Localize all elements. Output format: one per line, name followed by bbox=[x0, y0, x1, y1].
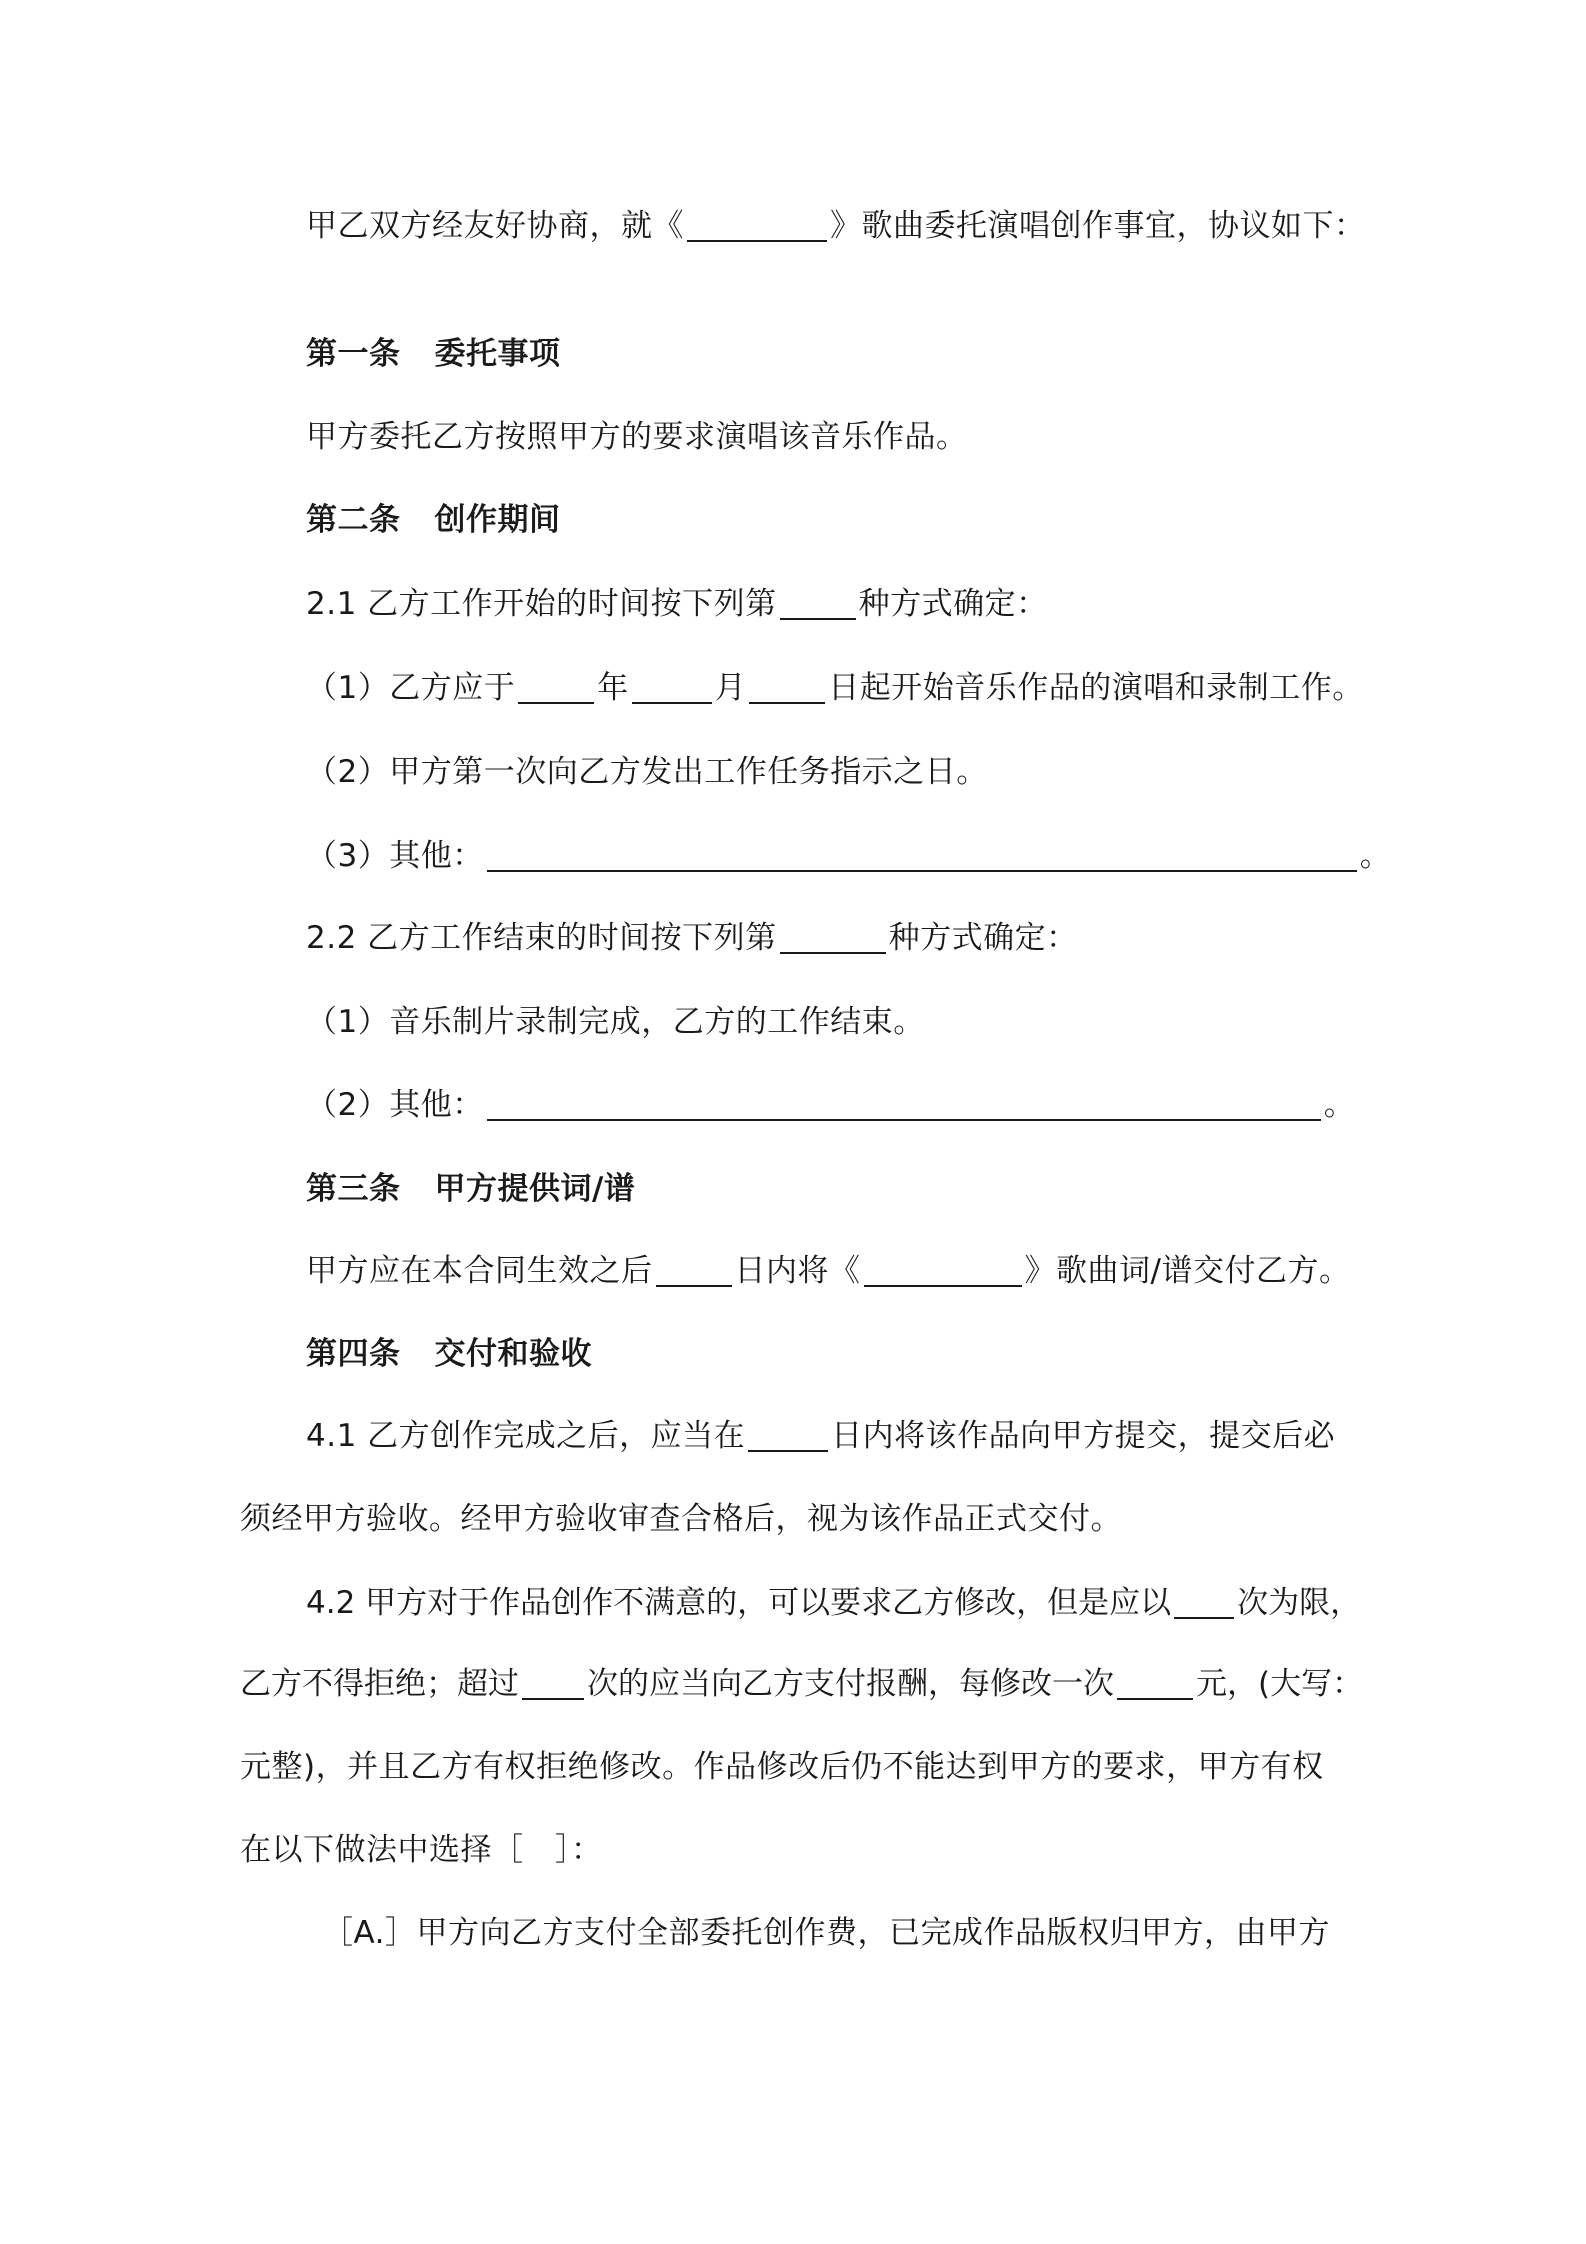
extra-revision-blank[interactable] bbox=[522, 1666, 584, 1700]
article-1-heading: 第一条 委托事项 bbox=[306, 336, 561, 372]
song-title-blank[interactable] bbox=[687, 208, 827, 242]
article-3-heading: 第三条 甲方提供词/谱 bbox=[306, 1171, 636, 1207]
start-other-blank[interactable] bbox=[487, 838, 1357, 872]
lyrics-days-blank[interactable] bbox=[656, 1253, 732, 1287]
lyrics-song-title-blank[interactable] bbox=[864, 1253, 1022, 1287]
option-a-text: ［A.］甲方向乙方支付全部委托创作费，已完成作品版权归甲方，由甲方 bbox=[322, 1915, 1331, 1951]
article-1-text: 甲方委托乙方按照甲方的要求演唱该音乐作品。 bbox=[306, 419, 968, 455]
clause-4-2-line-3: 元整)，并且乙方有权拒绝修改。作品修改后仍不能达到甲方的要求，甲方有权 bbox=[240, 1749, 1324, 1785]
end-other-blank[interactable] bbox=[487, 1087, 1321, 1121]
clause-2-2: 2.2 乙方工作结束的时间按下列第 种方式确定： bbox=[306, 920, 1078, 956]
article-3-text: 甲方应在本合同生效之后 日内将《 》歌曲词/谱交付乙方。 bbox=[306, 1253, 1351, 1289]
start-option-1: （1）乙方应于 年 月 日起开始音乐作品的演唱和录制工作。 bbox=[306, 670, 1364, 706]
start-option-3: （3）其他： 。 bbox=[306, 838, 1392, 874]
start-month-blank[interactable] bbox=[632, 670, 712, 704]
article-4-heading: 第四条 交付和验收 bbox=[306, 1336, 592, 1372]
submit-days-blank[interactable] bbox=[748, 1418, 828, 1452]
clause-4-2-line-2: 乙方不得拒绝；超过 次的应当向乙方支付报酬，每修改一次 元，(大写： bbox=[240, 1666, 1364, 1702]
article-2-heading: 第二条 创作期间 bbox=[306, 502, 561, 538]
revision-limit-blank[interactable] bbox=[1174, 1585, 1234, 1619]
clause-4-2-line-4: 在以下做法中选择［ ］： bbox=[240, 1832, 603, 1868]
clause-4-2-line-1: 4.2 甲方对于作品创作不满意的，可以要求乙方修改，但是应以 次为限， bbox=[306, 1585, 1362, 1621]
start-day-blank[interactable] bbox=[749, 670, 825, 704]
clause-4-1-line-2: 须经甲方验收。经甲方验收审查合格后，视为该作品正式交付。 bbox=[240, 1501, 1122, 1537]
start-method-blank[interactable] bbox=[780, 586, 856, 620]
end-option-1: （1）音乐制片录制完成，乙方的工作结束。 bbox=[306, 1004, 925, 1040]
clause-4-1-line-1: 4.1 乙方创作完成之后，应当在 日内将该作品向甲方提交，提交后必 bbox=[306, 1418, 1336, 1454]
start-year-blank[interactable] bbox=[518, 670, 594, 704]
clause-2-1: 2.1 乙方工作开始的时间按下列第 种方式确定： bbox=[306, 586, 1048, 622]
intro-paragraph: 甲乙双方经友好协商，就《 》歌曲委托演唱创作事宜，协议如下： bbox=[306, 208, 1366, 244]
end-method-blank[interactable] bbox=[780, 920, 886, 954]
revision-fee-blank[interactable] bbox=[1117, 1666, 1193, 1700]
start-option-2: （2）甲方第一次向乙方发出工作任务指示之日。 bbox=[306, 754, 988, 790]
end-option-2: （2）其他： 。 bbox=[306, 1087, 1356, 1123]
